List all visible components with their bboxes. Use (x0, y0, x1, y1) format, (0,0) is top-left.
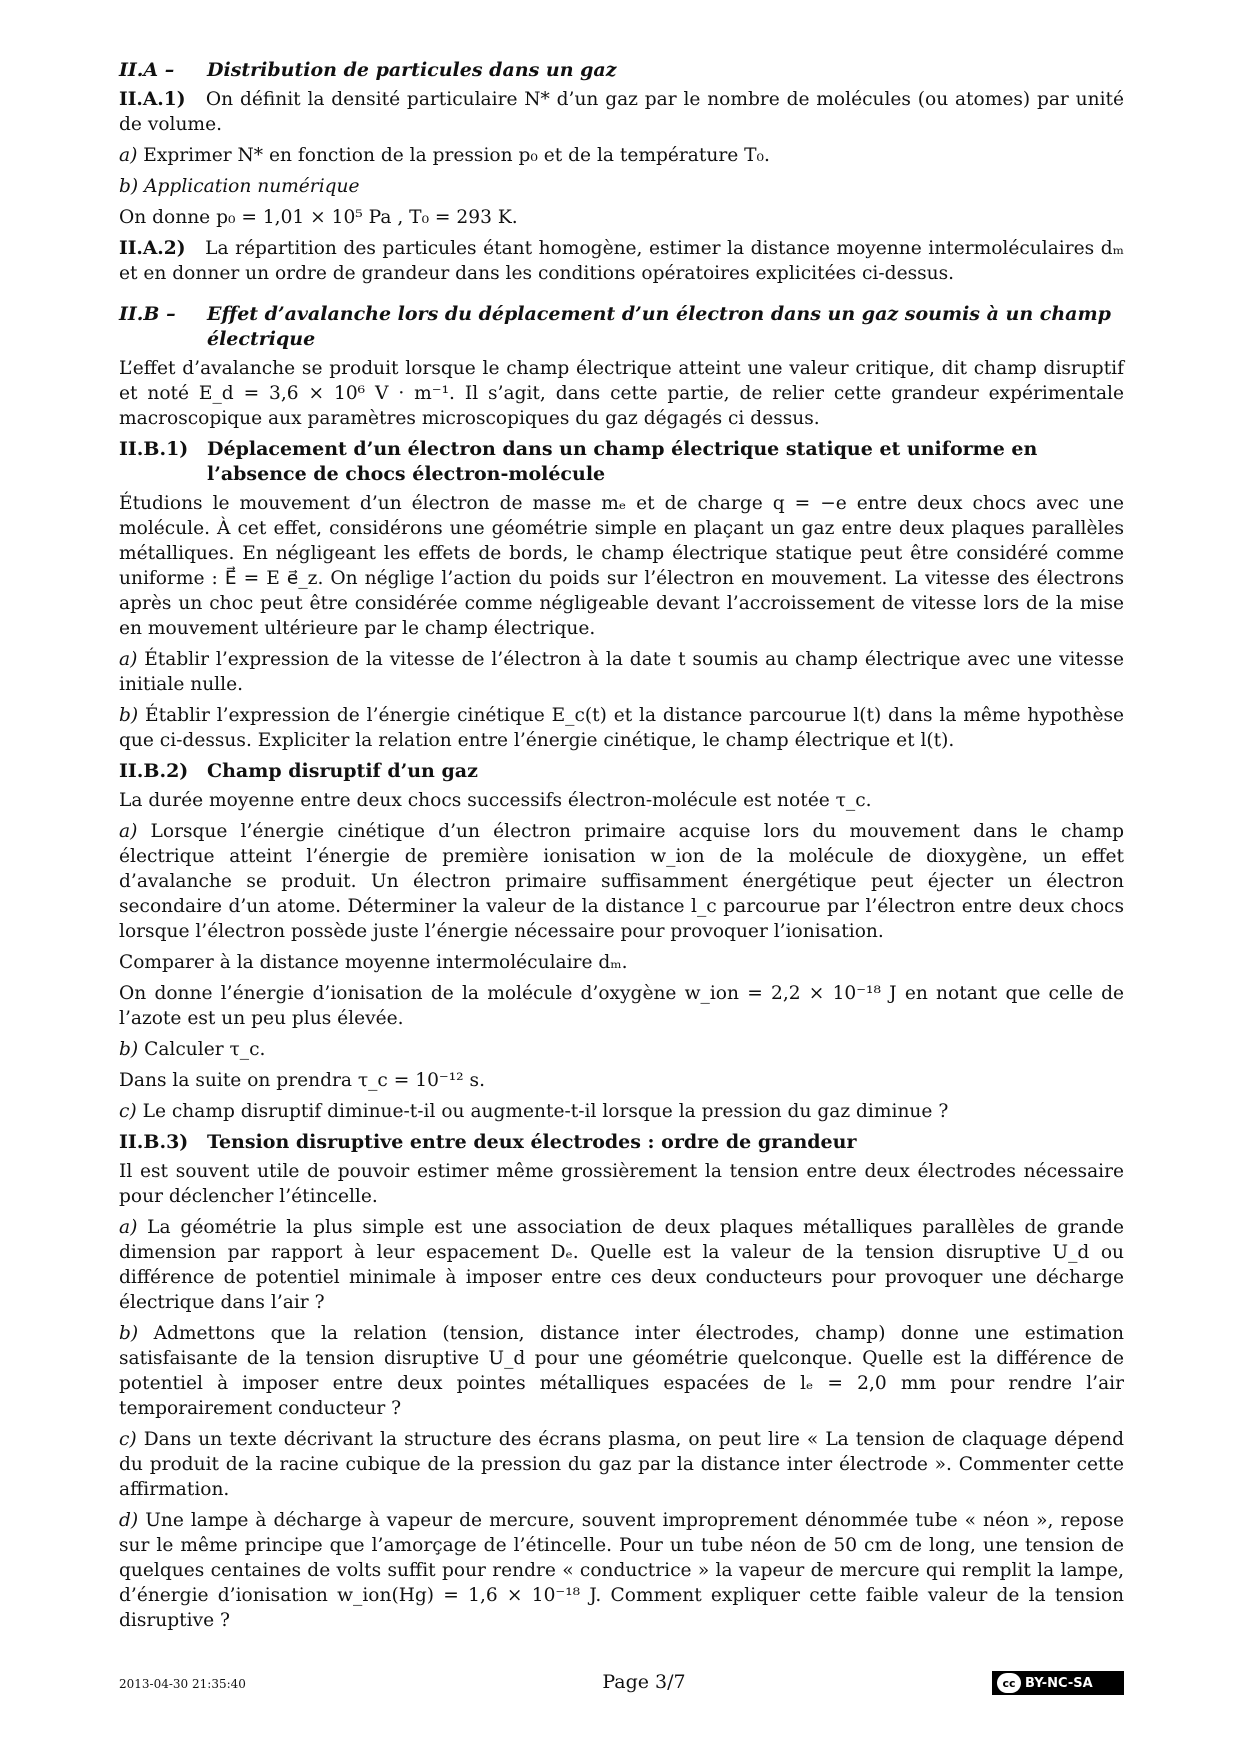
question-IIB1b (119, 703, 1124, 753)
subsection-heading-IIB1 (119, 437, 1124, 487)
question-text: Le champ disruptif diminue-t-il ou augmente-t-il lorsque la pression du gaz diminue ? (142, 1101, 949, 1122)
question-IIA1a (119, 143, 1124, 168)
paragraph-IIB3: Il est souvent utile de pouvoir estimer même grossièrement la tension entre deux électrodes nécessaire pour déclencher l’étincelle. (119, 1161, 1124, 1207)
question-text: Exprimer N* en fonction de la pression p₀ et de la température T₀. (143, 145, 770, 166)
question-text: Calculer τ_c. (144, 1039, 266, 1060)
creative-commons-icon: cc (997, 1673, 1021, 1693)
question-number: II.A.2) (119, 238, 186, 259)
question-IIB3a (119, 1215, 1124, 1315)
question-number: II.A.1) (119, 89, 186, 110)
question-text: Admettons que la relation (tension, distance inter électrodes, champ) donne une estimation satisfaisante de la tension disruptive U_d pour une géométrie quelconque. Quelle est la différence de potentiel à imposer entre deux pointes métalliques espacées de lₑ = 2,0 mm pour rendre l’air temporairement conducteur ? (119, 1323, 1124, 1419)
question-label: c) (119, 1429, 137, 1450)
question-IIB3c (119, 1427, 1124, 1502)
question-IIA1b (119, 174, 1124, 199)
question-number: II.B.3) (119, 1131, 189, 1153)
page-number: Page 3/7 (602, 1671, 686, 1693)
paragraph-text: La répartition des particules étant homogène, estimer la distance moyenne intermoléculaires dₘ et en donner un ordre de grandeur dans les conditions opératoires explicitées ci-dessus. (119, 238, 1125, 284)
section-title: Effet d’avalanche lors du déplacement d’un électron dans un gaz soumis à un champ électrique (207, 303, 1111, 350)
page-footer (119, 1671, 1124, 1697)
paragraph-IIB2: La durée moyenne entre deux chocs successifs électron-molécule est notée τ_c. (119, 790, 872, 811)
timestamp: 2013-04-30 21:35:40 (119, 1677, 246, 1691)
paragraph-suite: Dans la suite on prendra τ_c = 10⁻¹² s. (119, 1070, 485, 1091)
question-label: a) (119, 145, 138, 166)
license-badge (992, 1671, 1124, 1695)
given-data-IIA1: On donne p₀ = 1,01 × 10⁵ Pa , T₀ = 293 K. (119, 207, 518, 228)
question-label: a) (119, 649, 138, 670)
question-IIB2a (119, 819, 1124, 944)
question-number: II.B.1) (119, 438, 189, 460)
question-IIB2b (119, 1037, 1124, 1062)
subsection-heading-IIB3 (119, 1130, 1124, 1155)
question-IIB2c (119, 1099, 1124, 1124)
question-text: Lorsque l’énergie cinétique d’un électron primaire acquise lors du mouvement dans le champ électrique atteint l’énergie de première ionisation w_ion de la molécule de dioxygène, un effet d’avalanche se produit. Un électron primaire suffisamment énergétique peut éjecter un électron secondaire d’un atome. Déterminer la valeur de la distance l_c parcourue par l’électron entre deux chocs lorsque l’électron possède juste l’énergie nécessaire pour provoquer l’ionisation. (119, 821, 1124, 942)
section-number: II.B – (119, 303, 176, 325)
paragraph-compare: Comparer à la distance moyenne intermoléculaire dₘ. (119, 952, 628, 973)
question-IIB1a (119, 647, 1124, 697)
paragraph-text: On définit la densité particulaire N* d’un gaz par le nombre de molécules (ou atomes) par unité de volume. (119, 89, 1124, 135)
question-label: b) (119, 176, 139, 197)
document-page (119, 58, 1124, 1639)
question-label: c) (119, 1101, 137, 1122)
question-text: La géométrie la plus simple est une association de deux plaques métalliques parallèles de grande dimension par rapport à leur espacement Dₑ. Quelle est la valeur de la tension disruptive U_d ou différence de potentiel minimale à imposer entre ces deux conducteurs pour provoquer une décharge électrique dans l’air ? (119, 1217, 1124, 1313)
paragraph-IIB1: Étudions le mouvement d’un électron de masse mₑ et de charge q = −e entre deux chocs avec une molécule. À cet effet, considérons une géométrie simple en plaçant un gaz entre deux plaques parallèles métalliques. En négligeant les effets de bords, le champ électrique statique peut être considéré comme uniforme : E⃗ = E e⃗_z. On néglige l’action du poids sur l’électron en mouvement. La vitesse des électrons après un choc peut être considérée comme négligeable devant l’accroissement de vitesse lors de la mise en mouvement ultérieure par le champ électrique. (119, 493, 1124, 639)
subsection-heading-IIB2 (119, 759, 1124, 784)
question-label: a) (119, 821, 138, 842)
question-number: II.B.2) (119, 760, 189, 782)
subsection-title: Déplacement d’un électron dans un champ électrique statique et uniforme en l’absence de chocs électron-molécule (207, 438, 1038, 485)
question-label: a) (119, 1217, 138, 1238)
subsection-title: Champ disruptif d’un gaz (207, 760, 478, 782)
section-heading-IIB (119, 302, 1124, 352)
section-title: Distribution de particules dans un gaz (207, 59, 617, 81)
section-intro-IIB: L’effet d’avalanche se produit lorsque le champ électrique atteint une valeur critique, dit champ disruptif et noté E_d = 3,6 × 10⁶ V · m⁻¹. Il s’agit, dans cette partie, de relier cette grandeur expérimentale macroscopique aux paramètres microscopiques du gaz dégagés ci dessus. (119, 358, 1124, 429)
question-label: b) (119, 705, 139, 726)
paragraph-IIA2 (119, 236, 1124, 286)
question-text: Application numérique (144, 176, 360, 197)
question-label: b) (119, 1039, 139, 1060)
license-text: BY-NC-SA (1025, 1675, 1093, 1691)
question-text: Une lampe à décharge à vapeur de mercure, souvent improprement dénommée tube « néon », repose sur le même principe que l’amorçage de l’étincelle. Pour un tube néon de 50 cm de long, une tension de quelques centaines de volts suffit pour rendre « conductrice » la vapeur de mercure qui remplit la lampe, d’énergie d’ionisation w_ion(Hg) = 1,6 × 10⁻¹⁸ J. Comment expliquer cette faible valeur de la tension disruptive ? (119, 1510, 1124, 1631)
question-label: b) (119, 1323, 139, 1344)
section-number: II.A – (119, 59, 175, 81)
question-IIB3b (119, 1321, 1124, 1421)
subsection-title: Tension disruptive entre deux électrodes : ordre de grandeur (207, 1131, 857, 1153)
section-heading-IIA (119, 58, 1124, 83)
given-data-IIB2: On donne l’énergie d’ionisation de la molécule d’oxygène w_ion = 2,2 × 10⁻¹⁸ J en notant que celle de l’azote est un peu plus élevée. (119, 983, 1124, 1029)
question-label: d) (119, 1510, 139, 1531)
question-text: Établir l’expression de l’énergie cinétique E_c(t) et la distance parcourue l(t) dans la même hypothèse que ci-dessus. Expliciter la relation entre l’énergie cinétique, le champ électrique et l(t). (119, 705, 1124, 751)
question-IIB3d (119, 1508, 1124, 1633)
question-text: Établir l’expression de la vitesse de l’électron à la date t soumis au champ électrique avec une vitesse initiale nulle. (119, 649, 1124, 695)
paragraph-IIA1 (119, 87, 1124, 137)
question-text: Dans un texte décrivant la structure des écrans plasma, on peut lire « La tension de claquage dépend du produit de la racine cubique de la pression du gaz par la distance inter électrode ». Commenter cette affirmation. (119, 1429, 1124, 1500)
